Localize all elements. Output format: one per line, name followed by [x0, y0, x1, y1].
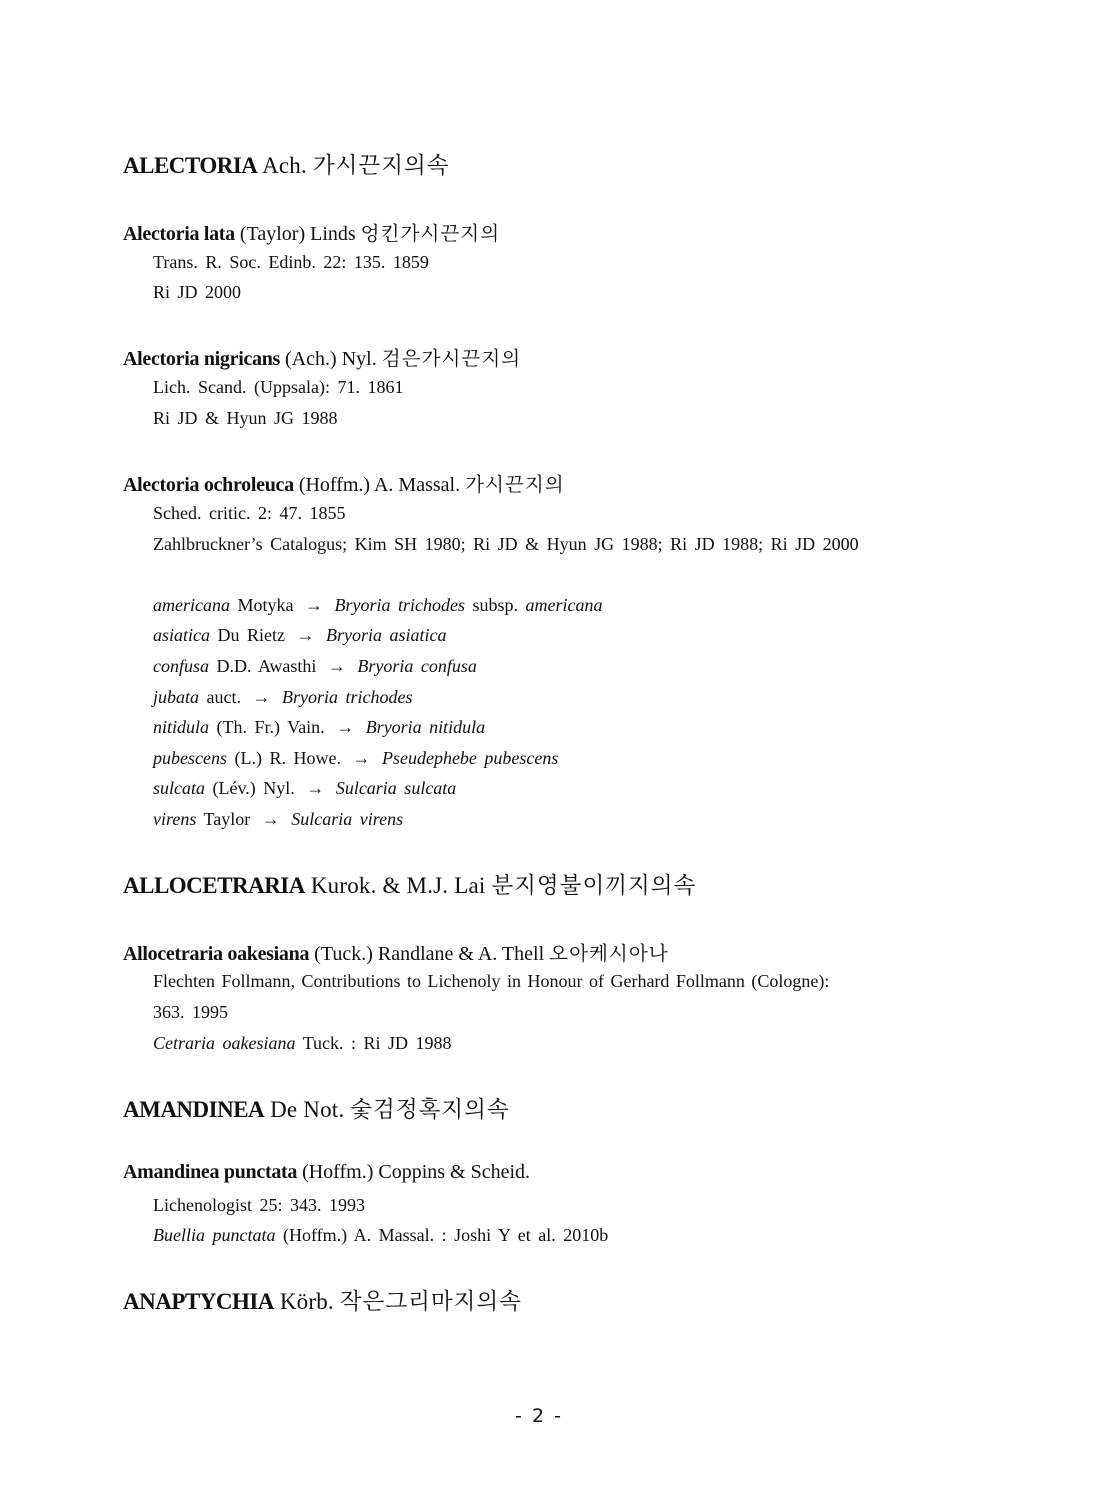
genus-heading-amandinea	[123, 1092, 510, 1124]
arrow-icon: →	[336, 717, 355, 737]
genus-korean-name: 숯검정혹지의속	[350, 1097, 510, 1123]
genus-name: ALLOCETRARIA	[123, 873, 305, 898]
synonym-entry	[153, 778, 456, 799]
genus-author: De Not.	[270, 1097, 345, 1122]
species-korean-name: 오아케시아나	[549, 942, 669, 965]
species-heading	[123, 217, 500, 246]
species-name: Alectoria nigricans	[123, 348, 281, 370]
synonym-name: Buellia punctata	[153, 1225, 276, 1245]
synonym-epithet: asiatica	[153, 625, 210, 645]
reference-line: Ri JD 2000	[153, 282, 242, 302]
synonym-target: Bryoria confusa	[357, 656, 477, 676]
arrow-icon: →	[352, 748, 371, 768]
species-name: Alectoria ochroleuca	[123, 474, 294, 496]
synonym-epithet: nitidula	[153, 717, 210, 737]
arrow-icon: →	[261, 809, 280, 829]
species-author: (Hoffm.) Coppins & Scheid.	[302, 1161, 531, 1183]
arrow-icon: →	[306, 778, 325, 798]
genus-name: AMANDINEA	[123, 1097, 265, 1122]
synonym-name: Cetraria oakesiana	[153, 1033, 296, 1053]
reference-line: Trans. R. Soc. Edinb. 22: 135. 1859	[153, 252, 429, 272]
synonym-reference: (Hoffm.) A. Massal. : Joshi Y et al. 2010b	[282, 1225, 609, 1245]
synonym-epithet: sulcata	[153, 778, 205, 798]
reference-line: Sched. critic. 2: 47. 1855	[153, 503, 346, 523]
synonym-reference-line	[153, 1225, 608, 1246]
species-author: (Tuck.) Randlane & A. Thell	[314, 943, 545, 965]
species-heading	[123, 468, 565, 497]
synonym-author: D.D. Awasthi	[216, 656, 317, 676]
species-author: (Hoffm.) A. Massal.	[298, 474, 461, 496]
synonym-author: auct.	[206, 687, 241, 707]
synonym-entry	[153, 809, 403, 830]
species-korean-name: 가시끈지의	[465, 473, 565, 496]
genus-korean-name: 작은그리마지의속	[339, 1289, 522, 1315]
synonym-entry	[153, 687, 413, 708]
synonym-epithet: pubescens	[153, 748, 227, 768]
synonym-author: (L.) R. Howe.	[234, 748, 341, 768]
genus-korean-name: 분지영불이끼지의속	[491, 873, 697, 899]
reference-line: Ri JD & Hyun JG 1988	[153, 408, 338, 428]
species-name: Amandinea punctata	[123, 1161, 298, 1183]
species-korean-name: 검은가시끈지의	[381, 347, 522, 370]
reference-line: Zahlbruckner’s Catalogus; Kim SH 1980; Ri JD & Hyun JG 1988; Ri JD 1988; Ri JD 2000	[153, 534, 859, 554]
species-name: Allocetraria oakesiana	[123, 943, 310, 965]
synonym-entry	[153, 748, 558, 769]
synonym-entry	[153, 625, 447, 646]
genus-name: ANAPTYCHIA	[123, 1289, 274, 1314]
genus-heading-allocetraria	[123, 868, 696, 900]
arrow-icon: →	[327, 656, 346, 676]
reference-line: Lich. Scand. (Uppsala): 71. 1861	[153, 377, 404, 397]
synonym-reference-line	[153, 1033, 452, 1054]
synonym-target: Bryoria asiatica	[326, 625, 447, 645]
synonym-epithet: virens	[153, 809, 197, 829]
species-heading	[123, 937, 669, 966]
genus-author: Körb.	[279, 1289, 334, 1314]
synonym-target: Bryoria trichodes	[334, 595, 465, 615]
synonym-target: Pseudephebe pubescens	[381, 748, 559, 768]
species-heading	[123, 342, 521, 371]
synonym-entry	[153, 717, 485, 738]
arrow-icon: →	[304, 595, 323, 615]
genus-name: ALECTORIA	[123, 153, 258, 178]
synonym-target-infraspecific: americana	[525, 595, 603, 615]
genus-korean-name: 가시끈지의속	[312, 153, 450, 179]
synonym-target: Sulcaria sulcata	[335, 778, 457, 798]
synonym-target: Bryoria nitidula	[365, 717, 486, 737]
synonym-epithet: confusa	[153, 656, 209, 676]
synonym-epithet: jubata	[153, 687, 200, 707]
synonym-target: Sulcaria virens	[291, 809, 404, 829]
genus-heading-alectoria	[123, 148, 450, 180]
arrow-icon: →	[252, 687, 271, 707]
species-name: Alectoria lata	[123, 223, 235, 245]
species-author: (Taylor) Linds	[239, 223, 356, 245]
reference-line: Lichenologist 25: 343. 1993	[153, 1195, 365, 1215]
genus-heading-anaptychia	[123, 1284, 522, 1316]
species-author: (Ach.) Nyl.	[285, 348, 377, 370]
genus-author: Ach.	[262, 153, 307, 178]
synonym-author: (Lév.) Nyl.	[212, 778, 295, 798]
synonym-epithet: americana	[153, 595, 230, 615]
arrow-icon: →	[296, 625, 315, 645]
synonym-target: Bryoria trichodes	[282, 687, 413, 707]
synonym-author: Du Rietz	[217, 625, 285, 645]
synonym-entry	[153, 656, 477, 677]
reference-line: Flechten Follmann, Contributions to Lichenoly in Honour of Gerhard Follmann (Cologne):	[153, 971, 830, 991]
synonym-author: (Th. Fr.) Vain.	[216, 717, 325, 737]
synonym-author: Motyka	[237, 595, 294, 615]
synonym-reference: Tuck. : Ri JD 1988	[302, 1033, 452, 1053]
genus-author: Kurok. & M.J. Lai	[310, 873, 486, 898]
synonym-connector: subsp.	[472, 595, 518, 615]
synonym-entry	[153, 595, 602, 616]
synonym-author: Taylor	[203, 809, 251, 829]
page-number: - 2 -	[515, 1405, 563, 1427]
species-korean-name: 엉킨가시끈지의	[360, 222, 501, 245]
species-heading	[123, 1161, 530, 1184]
reference-line: 363. 1995	[153, 1002, 228, 1022]
